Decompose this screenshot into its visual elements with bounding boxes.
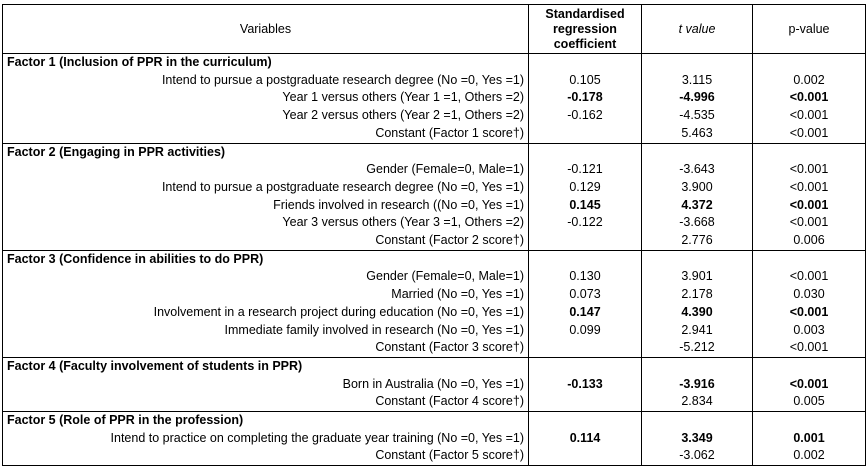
table-row [3,430,866,448]
variable-cell: Intend to practice on completing the graduate year training (No =0, Yes =1) [3,430,529,448]
p-value-cell: <0.001 [753,214,866,232]
table-row [3,304,866,322]
coefficient-cell: 0.147 [529,304,642,322]
coefficient-cell [529,232,642,250]
regression-table [2,4,866,466]
variable-cell: Year 3 versus others (Year 3 =1, Others =2) [3,214,529,232]
table-row [3,89,866,107]
header-coef-line2: regression [553,21,617,36]
factor-header-empty-cell [529,143,642,161]
p-value-cell: <0.001 [753,125,866,143]
p-value-cell: <0.001 [753,107,866,125]
factor-header-empty-cell [642,54,753,72]
coefficient-cell: 0.073 [529,286,642,304]
coefficient-cell: -0.133 [529,376,642,394]
t-value-cell: -3.643 [642,161,753,179]
t-value-cell: 5.463 [642,125,753,143]
table-body [3,54,866,466]
coefficient-cell: 0.145 [529,197,642,215]
factor-header-empty-cell [642,143,753,161]
variable-cell: Constant (Factor 2 score†) [3,232,529,250]
variable-cell: Married (No =0, Yes =1) [3,286,529,304]
coefficient-cell [529,447,642,465]
p-value-cell: 0.030 [753,286,866,304]
variable-cell: Born in Australia (No =0, Yes =1) [3,376,529,394]
p-value-cell: 0.002 [753,447,866,465]
variable-cell: Friends involved in research ((No =0, Yes =1) [3,197,529,215]
p-value-cell: <0.001 [753,197,866,215]
t-value-cell: 2.776 [642,232,753,250]
table-row [3,197,866,215]
factor-header-empty-cell [529,54,642,72]
factor-title: Factor 4 (Faculty involvement of students in PPR) [3,357,529,375]
variable-cell: Constant (Factor 1 score†) [3,125,529,143]
coefficient-cell: -0.122 [529,214,642,232]
factor-header-empty-cell [529,357,642,375]
coefficient-cell: -0.178 [529,89,642,107]
table-row [3,161,866,179]
p-value-cell: <0.001 [753,304,866,322]
factor-header-row [3,143,866,161]
t-value-cell: 3.901 [642,268,753,286]
p-value-cell: 0.003 [753,322,866,340]
variable-cell: Gender (Female=0, Male=1) [3,268,529,286]
variable-cell: Year 2 versus others (Year 2 =1, Others =2) [3,107,529,125]
table-row [3,268,866,286]
p-value-cell: 0.002 [753,72,866,90]
t-value-cell: 3.349 [642,430,753,448]
p-value-cell: <0.001 [753,179,866,197]
header-coef-line1: Standardised [545,6,625,21]
p-value-cell: 0.005 [753,393,866,411]
factor-header-row [3,250,866,268]
p-value-cell: <0.001 [753,268,866,286]
variable-cell: Gender (Female=0, Male=1) [3,161,529,179]
coefficient-cell: -0.121 [529,161,642,179]
factor-header-empty-cell [753,250,866,268]
factor-title: Factor 1 (Inclusion of PPR in the curriculum) [3,54,529,72]
t-value-cell: 2.834 [642,393,753,411]
table-row [3,393,866,411]
header-p-value: p-value [753,5,866,54]
factor-header-empty-cell [642,412,753,430]
coefficient-cell: 0.114 [529,430,642,448]
factor-header-row [3,412,866,430]
p-value-cell: <0.001 [753,89,866,107]
t-value-cell: -4.996 [642,89,753,107]
coefficient-cell [529,125,642,143]
table-row [3,214,866,232]
coefficient-cell: 0.130 [529,268,642,286]
t-value-cell: -3.916 [642,376,753,394]
header-row [3,5,866,54]
header-coefficient [529,5,642,54]
table-row [3,286,866,304]
t-value-cell: -5.212 [642,339,753,357]
table-row [3,72,866,90]
header-t-value: t value [642,5,753,54]
variable-cell: Constant (Factor 5 score†) [3,447,529,465]
factor-header-empty-cell [753,412,866,430]
t-value-cell: 2.941 [642,322,753,340]
p-value-cell: <0.001 [753,161,866,179]
variable-cell: Immediate family involved in research (No =0, Yes =1) [3,322,529,340]
coefficient-cell: -0.162 [529,107,642,125]
table-row [3,339,866,357]
factor-header-empty-cell [753,54,866,72]
factor-header-empty-cell [642,250,753,268]
factor-header-empty-cell [529,250,642,268]
t-value-cell: 2.178 [642,286,753,304]
variable-cell: Constant (Factor 4 score†) [3,393,529,411]
p-value-cell: 0.001 [753,430,866,448]
factor-title: Factor 2 (Engaging in PPR activities) [3,143,529,161]
factor-header-empty-cell [753,357,866,375]
factor-header-empty-cell [529,412,642,430]
table-row [3,376,866,394]
table-row [3,179,866,197]
table-row [3,107,866,125]
p-value-cell: <0.001 [753,339,866,357]
factor-header-empty-cell [753,143,866,161]
coefficient-cell [529,339,642,357]
t-value-cell: -3.062 [642,447,753,465]
coefficient-cell [529,393,642,411]
p-value-cell: 0.006 [753,232,866,250]
factor-title: Factor 5 (Role of PPR in the profession) [3,412,529,430]
header-coef-line3: coefficient [553,36,617,51]
coefficient-cell: 0.105 [529,72,642,90]
coefficient-cell: 0.099 [529,322,642,340]
table-row [3,322,866,340]
t-value-cell: 4.390 [642,304,753,322]
table-row [3,125,866,143]
t-value-cell: -3.668 [642,214,753,232]
variable-cell: Intend to pursue a postgraduate research degree (No =0, Yes =1) [3,179,529,197]
factor-title: Factor 3 (Confidence in abilities to do PPR) [3,250,529,268]
header-variables: Variables [3,5,529,54]
table-row [3,232,866,250]
variable-cell: Constant (Factor 3 score†) [3,339,529,357]
t-value-cell: 3.900 [642,179,753,197]
t-value-cell: 4.372 [642,197,753,215]
factor-header-empty-cell [642,357,753,375]
t-value-cell: 3.115 [642,72,753,90]
variable-cell: Intend to pursue a postgraduate research degree (No =0, Yes =1) [3,72,529,90]
t-value-cell: -4.535 [642,107,753,125]
variable-cell: Year 1 versus others (Year 1 =1, Others =2) [3,89,529,107]
coefficient-cell: 0.129 [529,179,642,197]
p-value-cell: <0.001 [753,376,866,394]
factor-header-row [3,357,866,375]
table-row [3,447,866,465]
variable-cell: Involvement in a research project during education (No =0, Yes =1) [3,304,529,322]
factor-header-row [3,54,866,72]
